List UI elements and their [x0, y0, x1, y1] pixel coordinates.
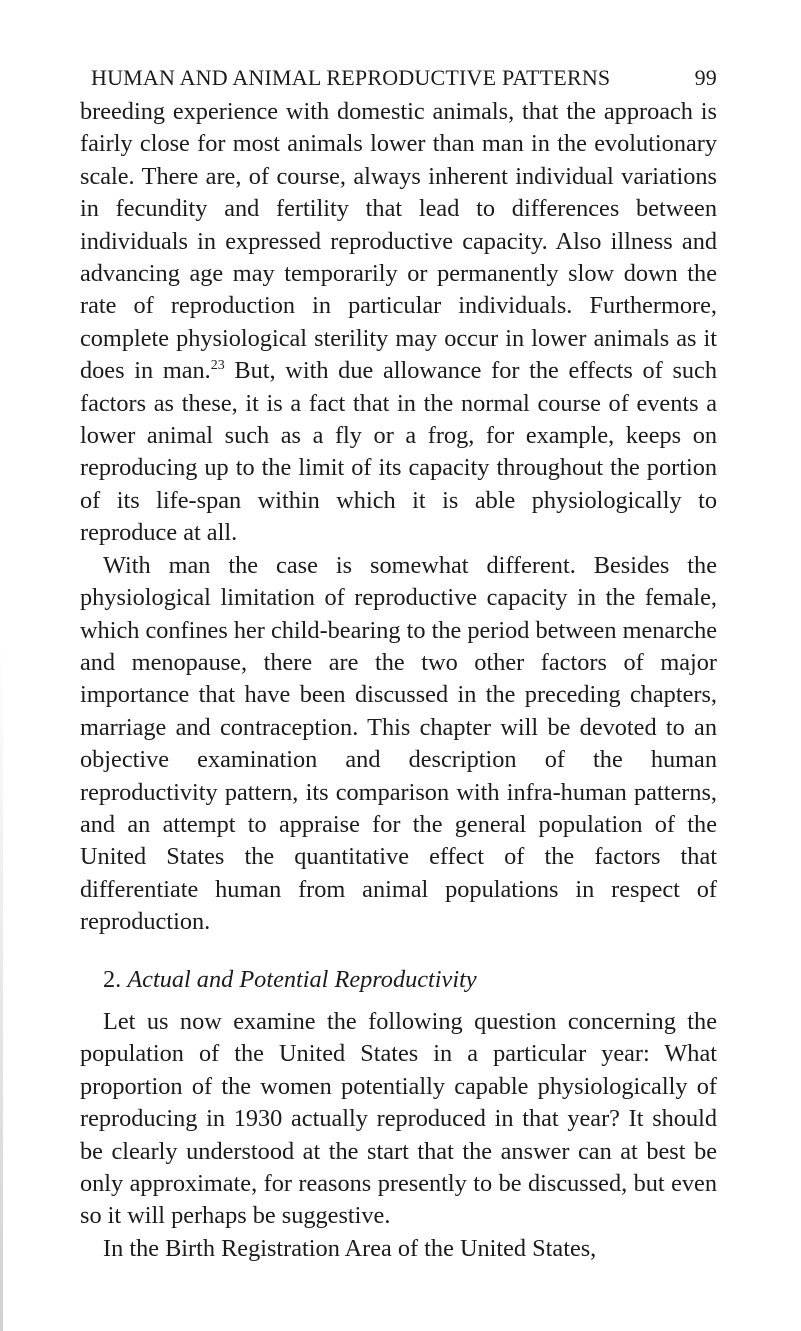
page-number: 99 — [694, 65, 717, 90]
paragraph: In the Birth Registration Area of the United States, — [103, 1234, 597, 1262]
body-text — [80, 96, 717, 1265]
paragraph-text: But, with due allowance for the effects of such factors as these, it is a fact that in the normal course of events a lower animal such as a fly or a frog, for example, keeps on reproducing up to the limit of its capacity throughout the portion of its life-span within which it is able physiologically to reproduce at all. — [80, 357, 717, 547]
footnote-reference: 23 — [210, 358, 225, 374]
paragraph-text: breeding experience with domestic animals, that the approach is fairly close for most animals lower than man in the evolutionary scale. There are, of course, always inherent individual variations in fecundity and fertility that lead to differences between individuals in expressed reproductive capacity. Also illness and advancing age may temporarily or permanently slow down the rate of reproduction in particular individuals. Furthermore, complete physiological sterility may occur in lower animals as it does in man. — [80, 98, 717, 385]
running-title: HUMAN AND ANIMAL REPRODUCTIVE PATTERNS — [91, 65, 611, 90]
scan-binding-edge — [0, 640, 3, 1331]
paragraph: With man the case is somewhat different. Besides the physiological limitation of reproductive capacity in the female, which confines her child-bearing to the period between menarche and menopause, there are the two other factors of major importance that have been discussed in the preceding chapters, marriage and contraception. This chapter will be devoted to an objective examination and description of the human reproductivity pattern, its comparison with infra-human patterns, and an attempt to appraise for the general population of the United States the quantitative effect of the factors that differentiate human from animal populations in respect of reproduction. — [80, 551, 717, 936]
paragraph: Let us now examine the following question concerning the population of the United States in a particular year: What proportion of the women potentially capable physiologically of reproducing in 1930 actually reproduced in that year? It should be clearly understood at the start that the answer can at best be only approximate, for reasons presently to be discussed, but even so it will perhaps be suggestive. — [80, 1007, 717, 1230]
running-head — [91, 62, 717, 94]
section-number: 2. — [103, 965, 122, 993]
paragraph-continued — [80, 96, 717, 550]
section-title: Actual and Potential Reproductivity — [127, 965, 477, 993]
section-heading — [80, 964, 717, 996]
